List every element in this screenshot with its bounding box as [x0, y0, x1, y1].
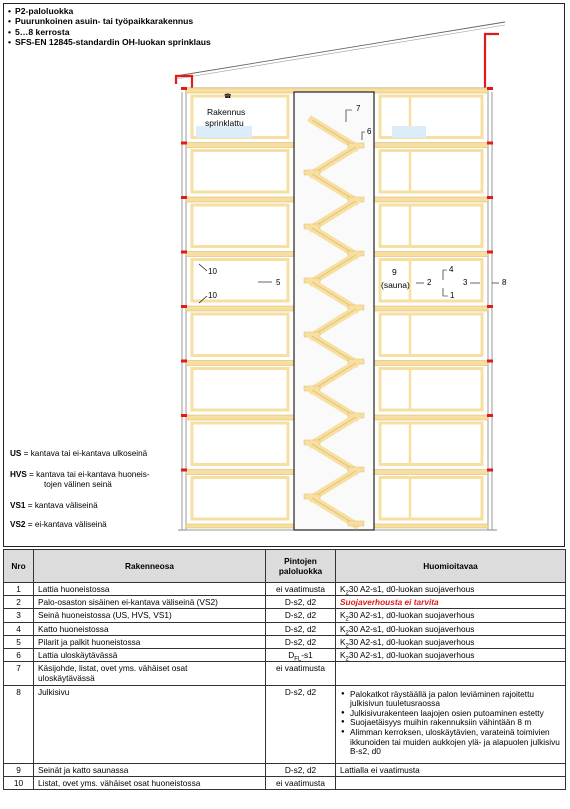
fire-stop-marker-right	[487, 142, 493, 145]
cell-rakenneosa: Seinä huoneistossa (US, HVS, VS1)	[34, 609, 266, 622]
cell-huomioitavaa	[336, 622, 566, 635]
facade-note: ● Suojaetäisyys muihin rakennuksiin vähintään 8 m	[350, 718, 561, 728]
cell-rakenneosa	[34, 662, 266, 685]
fire-stop-marker-left	[181, 251, 187, 254]
cell-luokka: ei vaatimusta	[266, 583, 336, 596]
label-7: 7	[356, 104, 361, 113]
room-right	[380, 151, 482, 193]
fire-stop-marker-left	[181, 469, 187, 472]
legend-us-text: = kantava tai ei-kantava ulkoseinä	[23, 449, 148, 458]
legend-vs2-text: = ei-kantava väliseinä	[27, 520, 107, 529]
fire-stop-marker-left	[181, 414, 187, 417]
label-8: 8	[502, 278, 507, 287]
sprinkler-label-line1: Rakennus	[207, 107, 246, 117]
legend-vs1-code: VS1	[10, 501, 26, 510]
huom-post: 30 A2-s1, d0-luokan suojaverhous	[348, 610, 475, 621]
room-left	[192, 314, 288, 356]
cell-nro: 4	[4, 622, 34, 635]
leader-1	[443, 288, 448, 296]
cell-luokka: D-s2, d2	[266, 609, 336, 622]
header-rakenneosa: Rakenneosa	[34, 550, 266, 583]
cell-nro: 2	[4, 596, 34, 609]
fire-stop-marker-right	[487, 196, 493, 199]
header-item-sprinkler: • SFS-EN 12845-standardin OH-luokan sprinklaus	[8, 37, 211, 47]
cell-huomioitavaa	[336, 609, 566, 622]
cell-huomioitavaa	[336, 662, 566, 685]
cell-rakenneosa: Palo-osaston sisäinen ei-kantava väliseinä (VS2)	[34, 596, 266, 609]
cell-luokka: D-s2, d2	[266, 596, 336, 609]
legend-us	[10, 449, 147, 459]
cell-luokka: D-s2, d2	[266, 635, 336, 648]
table-row	[4, 596, 566, 609]
huom-sub: 2	[345, 643, 349, 650]
cell-nro: 3	[4, 609, 34, 622]
cell-huomioitavaa	[336, 583, 566, 596]
huom-sub: 2	[345, 590, 349, 597]
huom-post: 30 A2-s1, d0-luokan suojaverhous	[348, 584, 475, 594]
huom-post: 30 A2-s1, d0-luokan suojaverhous	[348, 623, 475, 634]
room-left	[192, 260, 288, 302]
requirements-table	[3, 549, 566, 790]
fire-stop-marker-right	[487, 414, 493, 417]
label-6: 6	[367, 127, 372, 136]
table-row	[4, 583, 566, 596]
fire-stop-marker-left	[181, 360, 187, 363]
legend-hvs-text-1: = kantava tai ei-kantava huoneis-	[29, 470, 150, 479]
header-pintojen-line1: Pintojen	[284, 555, 317, 566]
roof-fire-stop-right	[485, 34, 499, 88]
facade-note: ● Palokatkot räystäällä ja palon leviäminen rajoitettu julkisivun tuuletusraossa	[350, 690, 561, 709]
leader-4	[443, 270, 447, 280]
table-header-row	[4, 550, 566, 583]
sauna-label-1: 9	[392, 267, 397, 277]
cell-luokka: ei vaatimusta	[266, 662, 336, 685]
table-row	[4, 649, 566, 662]
header-huomioitavaa: Huomioitavaa	[336, 550, 566, 583]
header-item-class: • P2-paloluokka	[8, 6, 211, 16]
stair-landing	[348, 521, 364, 526]
cell-rakenneosa: Listat, ovet yms. vähäiset osat huoneistossa	[34, 776, 266, 789]
header-pintojen-line2: paloluokka	[278, 566, 323, 576]
rakenneosa-line1: Käsijohde, listat, ovet yms. vähäiset osat	[38, 663, 188, 674]
cell-rakenneosa: Lattia uloskäytävässä	[34, 649, 266, 662]
leader-10a	[199, 264, 207, 271]
huom-sub: 2	[345, 656, 349, 663]
legend-vs2-code: VS2	[10, 520, 26, 529]
huom-post: 30 A2-s1, d0-luokan suojaverhous	[348, 650, 475, 661]
legend-hvs-text-2: tojen välinen seinä	[44, 480, 112, 489]
sprinkler-glass-right	[392, 126, 426, 138]
cell-luokka: D-s2, d2	[266, 685, 336, 763]
label-2: 2	[427, 278, 432, 287]
header-pintojen	[266, 550, 336, 583]
cell-rakenneosa: Katto huoneistossa	[34, 622, 266, 635]
fire-stop-marker-left	[181, 196, 187, 199]
table-row	[4, 776, 566, 789]
huom-sub: 2	[345, 630, 349, 637]
legend-vs1	[10, 501, 98, 511]
cell-rakenneosa: Lattia huoneistossa	[34, 583, 266, 596]
room-right	[380, 205, 482, 247]
legend-vs2	[10, 520, 107, 530]
table-row	[4, 662, 566, 685]
sprinkler-marker: ☎	[224, 94, 232, 100]
cell-rakenneosa: Pilarit ja palkit huoneistossa	[34, 635, 266, 648]
room-right	[380, 478, 482, 520]
fire-stop-marker-left	[181, 87, 187, 90]
huom-pre: K	[340, 584, 346, 594]
fire-stop-marker-right	[487, 360, 493, 363]
cell-nro: 10	[4, 776, 34, 789]
huom-pre: K	[340, 650, 346, 661]
table-row	[4, 763, 566, 776]
rakenneosa-line2: uloskäytävässä	[38, 673, 95, 684]
facade-note: ● Julkisivurakenteen laajojen osien putoaminen estetty	[350, 709, 561, 719]
roof-line	[176, 22, 505, 76]
table-row	[4, 635, 566, 648]
cell-nro: 9	[4, 763, 34, 776]
cell-rakenneosa: Julkisivu	[34, 685, 266, 763]
huom-post: 30 A2-s1, d0-luokan suojaverhous	[348, 636, 475, 647]
table-row	[4, 685, 566, 763]
legend-hvs-code: HVS	[10, 470, 27, 479]
fire-stop-marker-left	[181, 142, 187, 145]
cell-luokka: D-s2, d2	[266, 763, 336, 776]
label-1: 1	[450, 291, 455, 300]
fire-stop-marker-right	[487, 469, 493, 472]
cell-nro: 8	[4, 685, 34, 763]
huom-pre: K	[340, 636, 346, 647]
cell-huomioitavaa	[336, 596, 566, 609]
room-right	[380, 369, 482, 411]
legend-hvs	[10, 470, 150, 490]
table-row	[4, 609, 566, 622]
huom-red-note: Suojaverhousta ei tarvita	[340, 597, 439, 608]
fire-stop-marker-right	[487, 251, 493, 254]
legend-us-code: US	[10, 449, 22, 458]
header-item-type: • Puurunkoinen asuin- tai työpaikkarakennus	[8, 16, 211, 26]
fire-stop-marker-left	[181, 305, 187, 308]
label-10b: 10	[208, 291, 217, 300]
luokka-pre: D	[288, 650, 295, 661]
facade-note: ● Alimman kerroksen, uloskäytävien, varateinä toimivien ikkunoiden tai muiden aukkojen ylä- ja alapuolen julkisivu B-s2, d0	[350, 728, 561, 757]
room-left	[192, 151, 288, 193]
fire-stop-marker-right	[487, 87, 493, 90]
huom-sub: 2	[345, 617, 349, 624]
cell-huomioitavaa: Lattialla ei vaatimusta	[336, 763, 566, 776]
roof-line-inner	[176, 25, 505, 79]
huom-pre: K	[340, 610, 346, 621]
label-5: 5	[276, 278, 281, 287]
cell-huomioitavaa	[336, 685, 566, 763]
cell-huomioitavaa	[336, 635, 566, 648]
room-right	[380, 314, 482, 356]
room-left	[192, 478, 288, 520]
header-nro: Nro	[4, 550, 34, 583]
room-left	[192, 423, 288, 465]
header-item-floors: • 5…8 kerrosta	[8, 27, 211, 37]
sauna-label-2: (sauna)	[381, 280, 410, 290]
label-10a: 10	[208, 267, 217, 276]
cell-luokka: ei vaatimusta	[266, 776, 336, 789]
sprinkler-label-line2: sprinklattu	[205, 118, 244, 128]
cell-nro: 1	[4, 583, 34, 596]
room-left	[192, 369, 288, 411]
cell-luokka	[266, 649, 336, 662]
cell-luokka: D-s2, d2	[266, 622, 336, 635]
room-left	[192, 205, 288, 247]
legend-vs1-text: = kantava väliseinä	[27, 501, 98, 510]
cell-rakenneosa: Seinät ja katto saunassa	[34, 763, 266, 776]
room-right	[380, 423, 482, 465]
cell-nro: 6	[4, 649, 34, 662]
cell-nro: 7	[4, 662, 34, 685]
table-row	[4, 622, 566, 635]
facade-notes-list	[340, 690, 561, 757]
luokka-sub: FL	[294, 656, 302, 663]
label-4: 4	[449, 265, 454, 274]
cell-nro: 5	[4, 635, 34, 648]
label-3: 3	[463, 278, 468, 287]
cell-huomioitavaa	[336, 776, 566, 789]
cell-huomioitavaa	[336, 649, 566, 662]
luokka-post: -s1	[301, 650, 313, 661]
huom-pre: K	[340, 623, 346, 634]
fire-stop-marker-right	[487, 305, 493, 308]
